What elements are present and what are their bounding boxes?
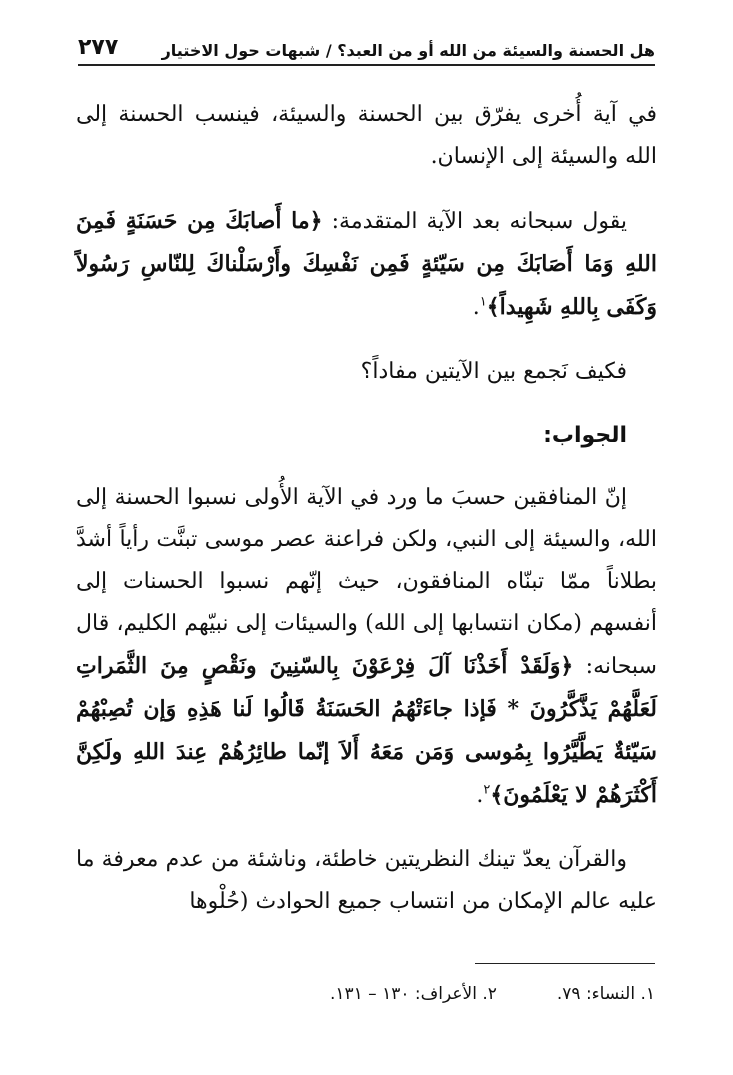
quran-verse-1: ﴿ما أَصابَكَ مِن حَسَنَةٍ فَمِنَ اللهِ وَمَا أَصَابَكَ مِن سَيّئةٍ فَمِن نَفْسِكَ وأَرْسَلْناكَ لِلنّاسِ رَسُولاً وَكَفَى بِاللهِ شَهِيداً﴾ (76, 208, 657, 320)
footnote-ref-2[interactable]: ٢ (483, 782, 491, 798)
body-text (76, 94, 657, 945)
quran-verse-2: ﴿وَلَقَدْ أَخَذْنَا آلَ فِرْعَوْنَ بِالسّنِينَ ونَقْصٍ مِنَ الثَّمَراتِ لَعَلَّهُمْ يَذَّكَّرُونَ * فَإذا جاءَتْهُمُ الحَسَنَةُ قَالُوا لَنا هَذِهِ وَإن تُصِبْهُمْ سَيّئةٌ يَطَّيَّرُوا بِمُوسى وَمَن مَعَهُ أَلاَ إنّما طائِرُهُمْ عِندَ اللهِ ولَكِنَّ أَكْثَرَهُمْ لا يَعْلَمُونَ﴾ (76, 653, 657, 808)
paragraph-3: فكيف نَجمع بين الآيتين مفاداً؟ (360, 359, 627, 384)
footnotes (200, 984, 655, 1004)
paragraph-1: في آية أُخرى يفرّق بين الحسنة والسيئة، فينسب الحسنة إلى الله والسيئة إلى الإنسان. (76, 102, 657, 169)
footnote-divider (475, 963, 655, 964)
footnote-1: ١. النساء: ٧٩. (556, 984, 655, 1004)
paragraph-5: والقرآن يعدّ تينك النظريتين خاطئة، وناشئة من عدم معرفة ما عليه عالم الإمكان من انتساب جميع الحوادث (حُلْوها (76, 847, 657, 914)
page-header (78, 30, 655, 66)
paragraph-4-end: . (476, 783, 484, 808)
answer-heading: الجواب: (543, 423, 627, 448)
running-head: هل الحسنة والسيئة من الله أو من العبد؟ / شبهات حول الاختيار (161, 41, 655, 60)
footnote-2: ٢. الأعراف: ١٣٠ – ١٣١. (329, 984, 497, 1004)
paragraph-2-intro: يقول سبحانه بعد الآية المتقدمة: (322, 209, 627, 234)
page-number: ٢٧٧ (78, 35, 119, 60)
paragraph-4 (76, 477, 657, 817)
paragraph-2-end: . (472, 295, 480, 320)
footnote-ref-1[interactable]: ١ (479, 294, 487, 310)
paragraph-2 (76, 200, 657, 329)
paragraph-4-intro: إنّ المنافقين حسبَ ما ورد في الآية الأُولى نسبوا الحسنة إلى الله، والسيئة إلى النبي، ولكن فراعنة عصر موسى تبنَّت رأياً أشدَّ بطلاناً ممّا تبنّاه المنافقون، حيث إنّهم نسبوا الحسنات إلى أنفسهم (مكان انتسابها إلى الله) والسيئات إلى نبيّهم الكليم، قال سبحانه: (76, 485, 657, 679)
